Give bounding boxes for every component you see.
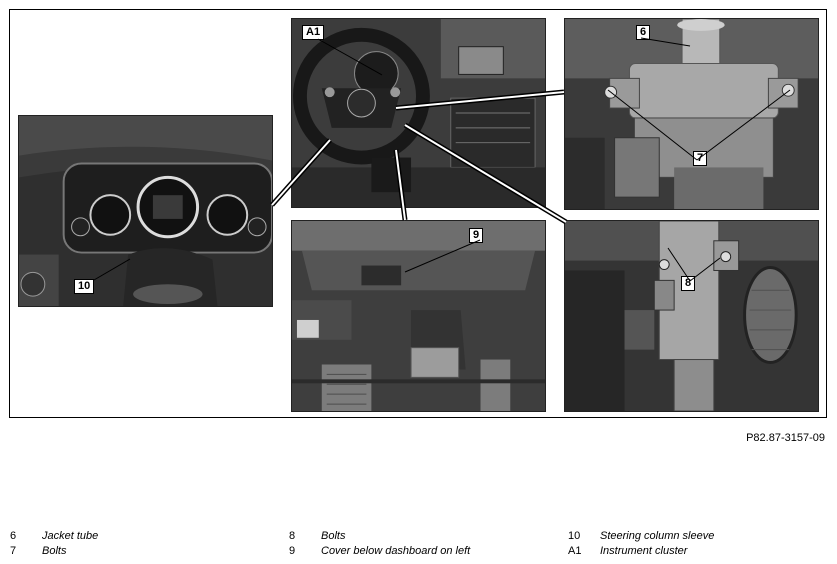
legend-item: 6 Jacket tube: [10, 530, 99, 542]
photo-instrument-cluster: [18, 115, 273, 307]
callout-10: 10: [74, 279, 94, 294]
legend-item: 10 Steering column sleeve: [568, 530, 715, 542]
legend-column-2: [289, 529, 470, 559]
photo-jacket-tube: [564, 18, 819, 210]
legend-column-3: [568, 529, 714, 559]
callout-7: 7: [693, 151, 707, 166]
legend-column-1: [10, 529, 98, 559]
callout-9: 9: [469, 228, 483, 243]
figure-reference: P82.87-3157-09: [746, 432, 825, 444]
callout-a1: A1: [302, 25, 324, 40]
legend-item: 8 Bolts: [289, 530, 346, 542]
photo-column-bolts: [564, 220, 819, 412]
callout-8: 8: [681, 276, 695, 291]
legend-item: A1 Instrument cluster: [568, 545, 688, 557]
legend-item: 7 Bolts: [10, 545, 67, 557]
legend-item: 9 Cover below dashboard on left: [289, 545, 471, 557]
callout-6: 6: [636, 25, 650, 40]
photo-dashboard: [291, 18, 546, 208]
photo-dashboard-cover: [291, 220, 546, 412]
